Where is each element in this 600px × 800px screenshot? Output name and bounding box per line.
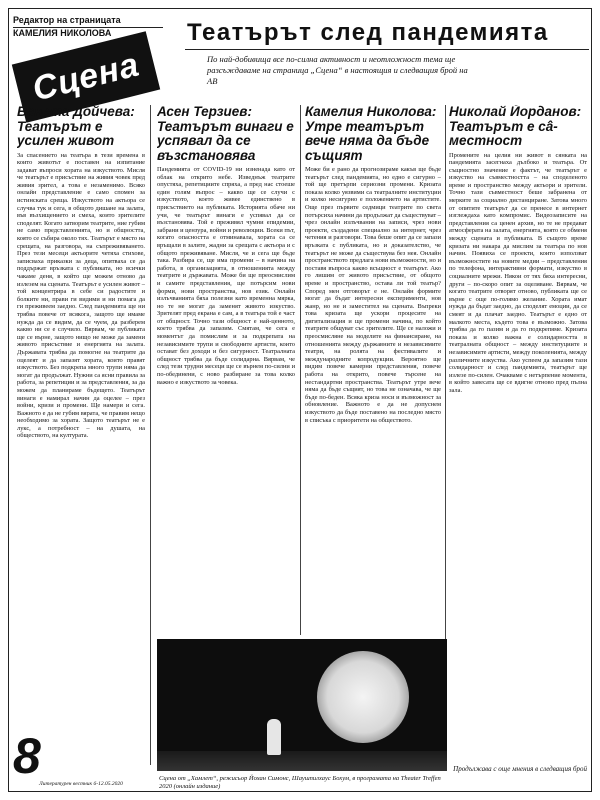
article-title: Венета Дойчева: Театърът е усилен живот: [17, 105, 135, 148]
title-divider: [185, 49, 589, 50]
intro-text: По най-добивища все по-силна активност и неотложност тема ще разсъждаваме на страница „Сцена“ в настоящия и следващия брой на АВ: [207, 54, 468, 86]
photo-caption: Сцена от „Хамлет“, режисьор Йохан Симонс, Шаушпилхаус Бохум, в програмата на Theater Treffen 2020 (онлайн издание): [159, 775, 441, 790]
article-title: Асен Терзиев: Театърът винаги е успявал да се възстановява: [157, 105, 294, 163]
editor-name: КАМЕЛИЯ НИКОЛОВА: [13, 28, 112, 38]
article-title: Камелия Николова: Утре театърът вече няма да бъде същият: [305, 105, 437, 163]
article-body: За спасението на театъра в тези времена в които животът е поставен на изпитание задават въпроси хората на изкуството. Мисля че театърът е присъствие на живия човек пред живия зрител, а това е незаменимо. Всяко онлайн представление е само спомен за истинската среща. Изкуството на актьора се случва тук и сега, в общото дишане на залата, във възхищението и смеха, които зрителите споделят. Когато затворим театрите, ние губим не само представленията, но и общността, която се събира около тях. Театърът е място на срещата, на разговора, на съпреживяването. През тези месеци актьорите четяха стихове, записваха приказки за деца, опитваха се да поддържат връзката с публиката, но всички чакаме деня, в който ще можем отново да излезем на сцената. Театърът е усилен живот – той концентрира в себе си радостите и болките ни, прави ги видими и ни помага да ги преживеем заедно. След пандемията ще ни трябва повече от всякога, защото ще имаме нужда да се видим, да се чуем, да разберем какво ни се е случило. Вярвам, че публиката ще се върне, защото нищо не може да замени живото присъствие и енергията на залата. Държавата трябва да помогне на театрите да оцелеят и да запазят хората, които правят изкуството. Без подкрепа много трупи няма да могат да продължат. Нужни са ясни правила за работа, за репетиции и за представления, за да можем да планираме бъдещето. Театърът винаги е намирал начин да оцелее – през войни, кризи и промени. Ще намери и сега. Важното е да не губим вярата, че правим нещо необходимо за хората. Защото театърът не е лукс, а потребност – на душата, на обществото, на културата.: [17, 151, 145, 440]
article-body: Пандемията от COVID-19 ни изненада като от облак на открито небе. Изведнъж театрите опустяха, репетициите спряха, а пред нас стоеше един голям въпрос – какво ще се случи с изкуството, което живее единствено в присъствието на публиката. Историята обаче ни учи, че театърът винаги е успявал да се възстановява. Той е преживял чумни епидемии, забрани и цензура, войни и революции. Всеки път, когато опасността е отминавала, хората са се връщали в залите, жадни за срещата с актьора и с общото преживяване. Мисля, че и сега ще бъде така. Разбира се, ще има промени – в начина на работа, в организацията, в отношенията между театрите и държавата. Може би ще преосмислим и самите представления, ще потърсим нови форми, нови пространства, нов език. Онлайн излъчванията бяха полезни като временна мярка, но те не могат да заменят живото изкуство. Зрителят пред екрана е сам, а в театъра той е част от общност. Точно тази общност е най-ценното, което трябва да запазим. Смятам, че сега е моментът да помислим и за подкрепата на независимите трупи и свободните артисти, които остават без доходи и без сигурност. Театралната общност трябва да бъде солидарна. Вярвам, че след тези трудни месеци ще се върнем по-силни и по-обединени, с ново разбиране за това колко важно е изкуството за човека.: [157, 166, 295, 386]
article-column-4: [449, 105, 587, 757]
column-divider: [150, 105, 151, 765]
stage-photo: [157, 639, 447, 771]
photo-light-disk: [317, 651, 409, 743]
article-body: Може би е рано да прогнозираме какъв ще бъде театърът след пандемията, но едно е сигурно – той ще претърпи сериозни промени. Кризата показа колко уязвими са театралните институции и колко несигурно е положението на артистите. Още през първите седмици театрите по света потърсиха начини да продължат да съществуват – чрез онлайн излъчвания на записи, чрез нови проекти, създадени специално за интернет, чрез четения и разговори. Това беше опит да се запази връзката с публиката, но и доказателство, че театърът не може да съществува без нея. Онлайн пространството предлага нови възможности, но и поставя въпроса какво всъщност е театърът. Ако го лишим от живото присъствие, от общото време и пространство, остава ли той театър? Според мен отговорът е не. Онлайн формите могат да бъдат интересни експерименти, нов жанр, но не и заместител на сцената. Въпреки това кризата ще ускори процесите на дигитализация и ще промени начина, по който театрите общуват със зрителите. Ще се наложи и преосмисляне на моделите на финансиране, на отношенията между държавните и независимите театри, на ролята на фестивалите и международните копродукции. Вероятно ще видим повече камерни представления, повече работа на открито, повече търсене на нестандартни пространства. Театърът утре вече няма да бъде същият, но това не означава, че ще бъде по-беден. Всяка криза носи и възможност за обновление. Важното е да не допуснем изкуството да бъде поставено на последно място в списъка с приоритети на обществото.: [305, 166, 441, 424]
section-logo-text: Сцена: [28, 44, 144, 109]
column-divider: [300, 105, 301, 635]
editor-role: Редактор на страницата: [13, 15, 163, 28]
photo-stage-floor: [157, 751, 447, 771]
newspaper-page: [8, 8, 592, 792]
article-column-1: [17, 105, 145, 757]
photo-actor-figure: [267, 719, 281, 755]
continued-note: Продължава с още мнения в следващия брой: [453, 765, 587, 773]
page-number: 8: [13, 728, 41, 784]
footer-issue: Литературен вестник 6-12.05.2020: [39, 781, 123, 787]
article-title: Николай Йорданов: Театърът е сâ-местност: [449, 105, 582, 148]
article-column-2: [157, 105, 295, 637]
article-body: Промените на целия ни живот в сянката на пандемията засегнаха дълбоко и театъра. От същностно значение е фактът, че театърът е изкуство на съвместността – на споделеното време и пространство между актьори и зрители. Точно тази съвместност беше забранена от мерките за социално дистанциране. Затова много от опитите театърът да се пренесе в интернет изглеждаха като компромис. Видеозаписите на представления са ценен архив, но те не предават атмосферата на залата, енергията, която се обменя между сцената и публиката. В същото време кризата ни накара да мислим за театъра по нов начин. Появиха се проекти, които използват възможностите на новите медии – представления по телефона, интерактивни формати, изкуство в социалните мрежи. Някои от тях бяха интересни, други – по-скоро опит за оцеляване. Вярвам, че когато театрите отворят отново, публиката ще се върне с още по-голямо желание. Хората имат нужда да бъдат заедно, да споделят емоции, да се смеят и да плачат заедно. Театърът е едно от малкото места, където това е възможно. Затова трябва да го пазим и да го подкрепяме. Кризата показа и колко важна е солидарността в театралната общност – между институциите и независимите артисти, между поколенията, между различните изкуства. Ако успеем да запазим тази солидарност и след пандемията, театърът ще излезе по-силен. Очакваме с нетърпение момента, в който завесата ще се вдигне отново пред пълна зала.: [449, 151, 587, 394]
article-column-3: [305, 105, 441, 667]
page-title: Театърът след пандемията: [187, 19, 549, 46]
